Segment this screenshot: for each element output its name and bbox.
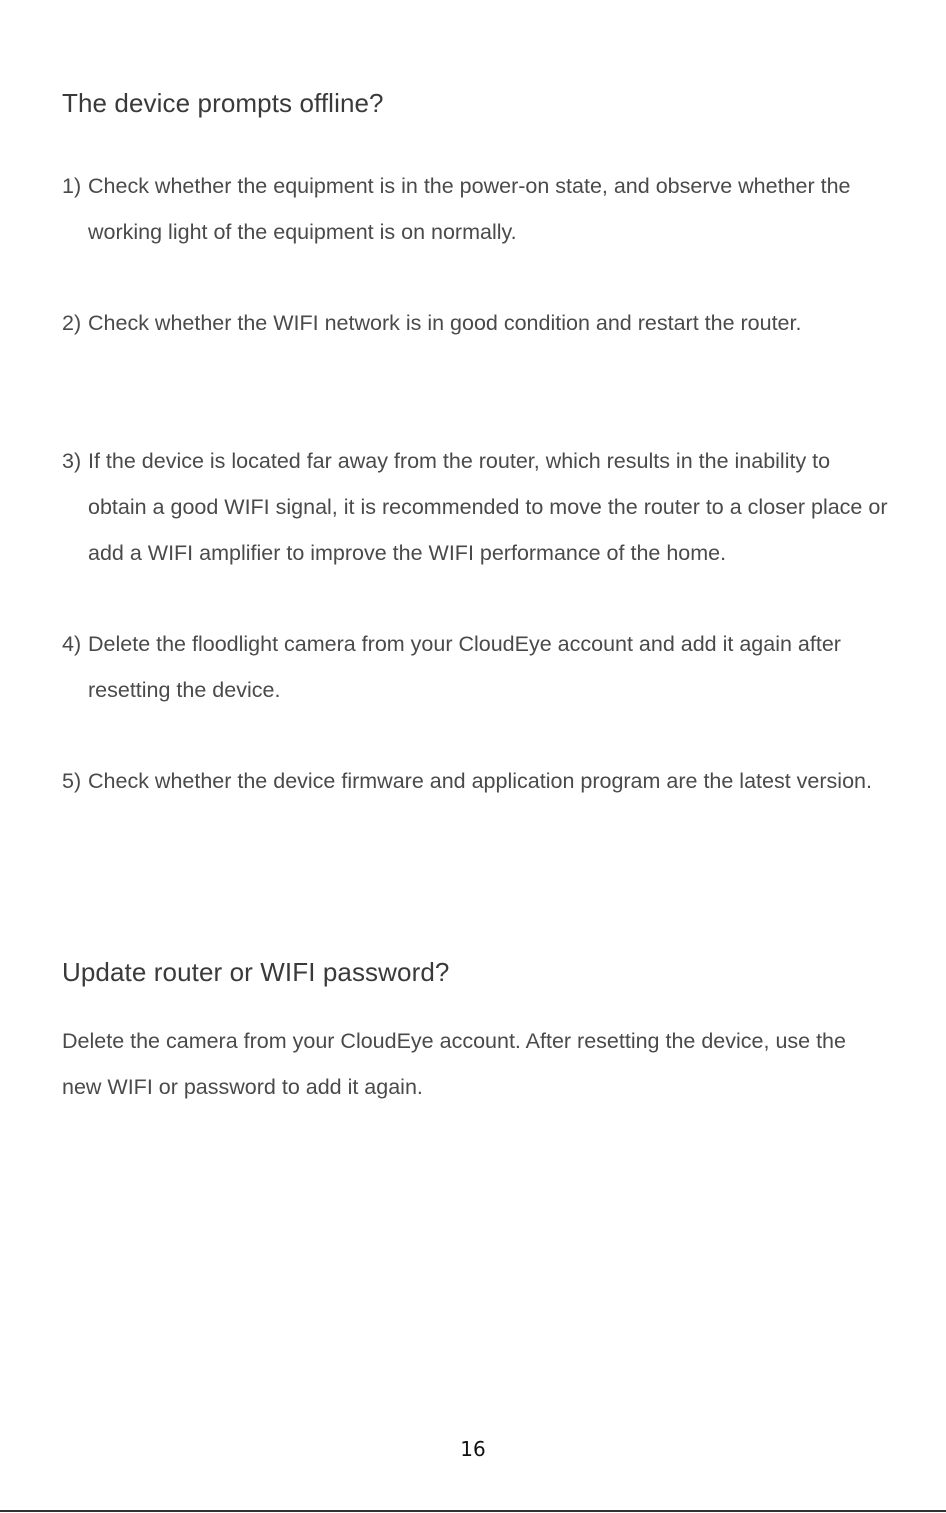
step-text: Delete the floodlight camera from your CloudEye account and add it again after resetting the device. xyxy=(88,632,841,702)
offline-step-2 xyxy=(62,300,892,346)
step-text: Check whether the equipment is in the power-on state, and observe whether the working light of the equipment is on normally. xyxy=(88,174,851,244)
step-number: 1) xyxy=(62,174,82,198)
step-number: 3) xyxy=(62,449,82,473)
bottom-divider xyxy=(0,1510,946,1512)
offline-step-3 xyxy=(62,438,892,576)
step-text: Check whether the device firmware and application program are the latest version. xyxy=(88,769,872,793)
offline-step-4 xyxy=(62,621,892,713)
page-number: 16 xyxy=(460,1437,486,1461)
offline-heading: The device prompts offline? xyxy=(62,88,384,118)
password-heading: Update router or WIFI password? xyxy=(62,957,450,987)
step-number: 5) xyxy=(62,769,82,793)
step-text: Check whether the WIFI network is in good condition and restart the router. xyxy=(88,311,802,335)
offline-step-5 xyxy=(62,758,892,804)
step-text: If the device is located far away from the router, which results in the inability to obtain a good WIFI signal, it is recommended to move the router to a closer place or add a WIFI amplifier to improve the WIFI performance of the home. xyxy=(88,449,888,565)
offline-step-1 xyxy=(62,163,892,255)
step-number: 4) xyxy=(62,632,82,656)
step-number: 2) xyxy=(62,311,82,335)
password-body: Delete the camera from your CloudEye account. After resetting the device, use the new WIFI or password to add it again. xyxy=(62,1029,846,1099)
